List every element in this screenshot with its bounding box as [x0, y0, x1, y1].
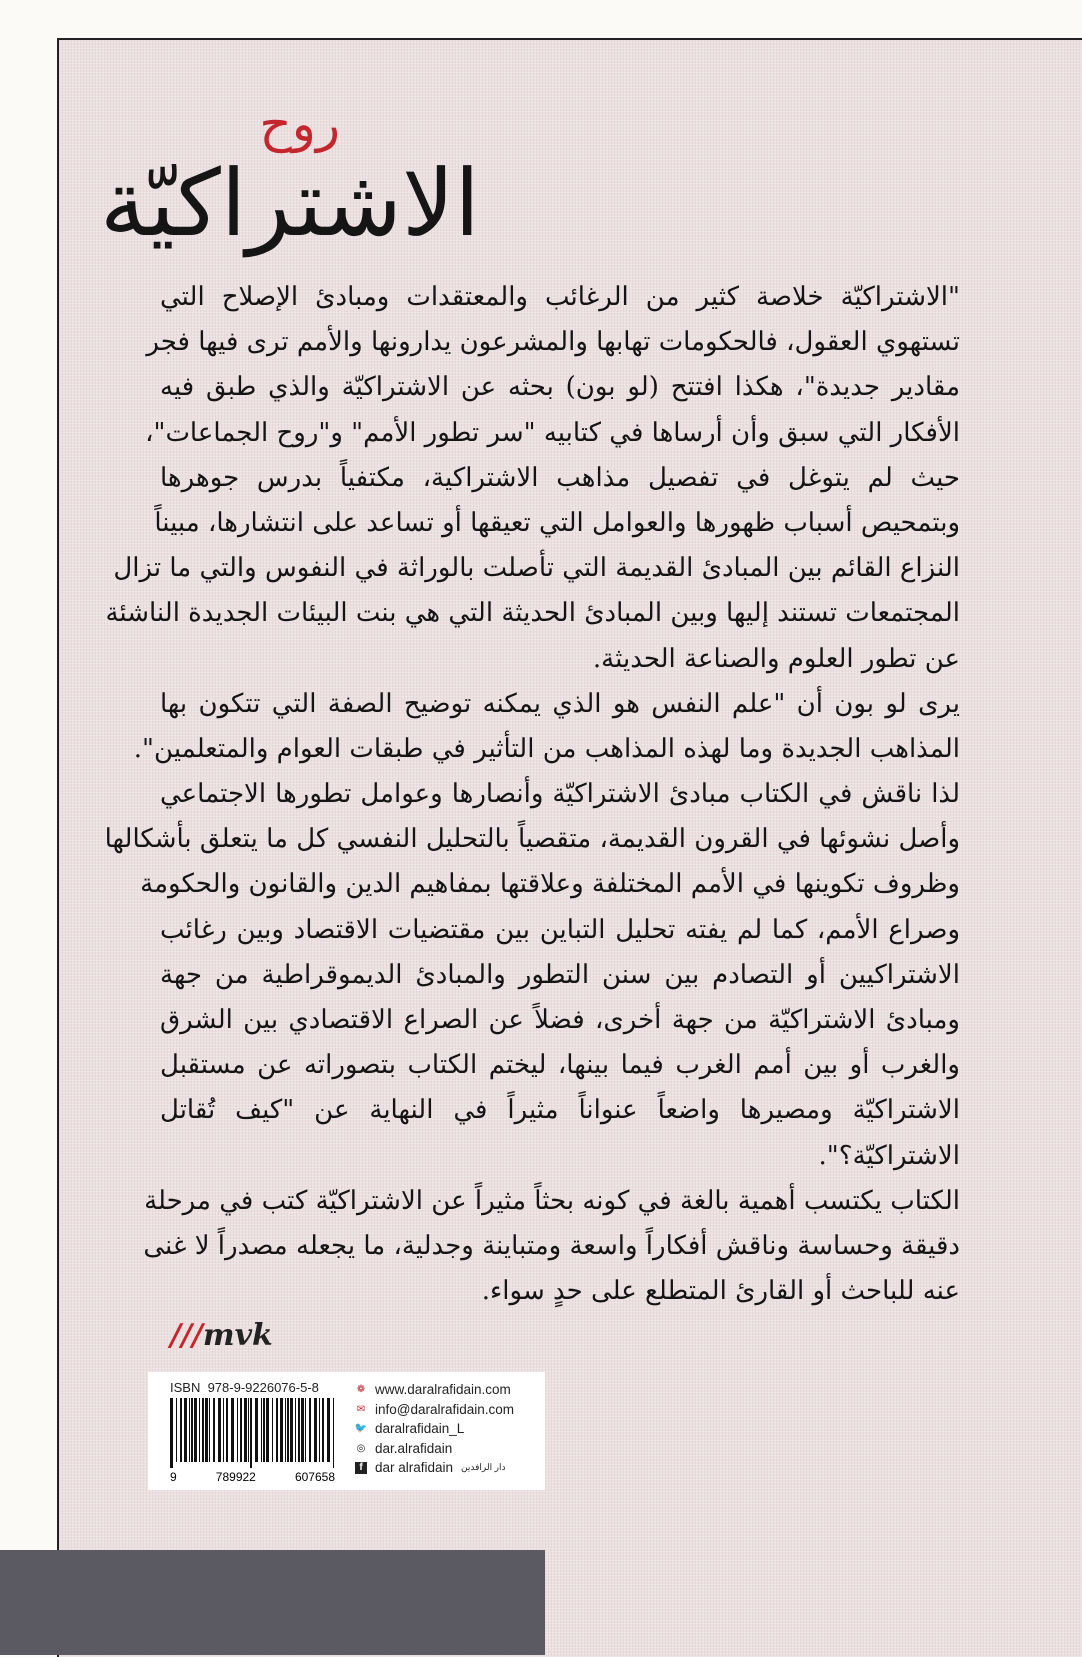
text-line: دقيقة وحساسة وناقش أفكاراً واسعة ومتباينة وجدلية، ما يجعله مصدراً لا غنى — [143, 1230, 960, 1261]
text-line: وصراع الأمم، كما لم يفته تحليل التباين بين مقتضيات الاقتصاد وبين رغائب — [160, 914, 960, 945]
text-line: ومبادئ الاشتراكيّة من جهة أخرى، فضلاً عن الصراع الاقتصادي بين الشرق — [160, 1005, 960, 1035]
text-line: لذا ناقش في الكتاب مبادئ الاشتراكيّة وأنصارها وعوامل تطورها الاجتماعي — [160, 779, 960, 810]
text-line: الكتاب يكتسب أهمية بالغة في كونه بحثاً مثيراً عن الاشتراكيّة كتب في مرحلة — [144, 1185, 960, 1216]
barcode-bar — [309, 1398, 311, 1462]
text-line: حيث لم يتوغل في تفصيل مذاهب الاشتراكية، مكتفياً بدرس جوهرها — [160, 462, 960, 493]
info-box — [148, 1372, 545, 1490]
barcode-bar — [287, 1398, 289, 1462]
barcode-bar — [266, 1398, 269, 1462]
text-line: عن تطور العلوم والصناعة الحديثة. — [592, 643, 960, 674]
twitter-icon: 🐦 — [354, 1423, 368, 1435]
barcode-bar — [280, 1398, 283, 1462]
contact-text: info@daralrafidain.com — [375, 1401, 515, 1417]
text-line: يرى لو بون أن "علم النفس هو الذي يمكنه توضيح الصفة التي تتكون بها — [160, 688, 960, 719]
text-line: الاشتراكيّة ومصيرها واضعاً عنواناً مثيراً في النهاية عن "كيف تُقاتل — [160, 1095, 960, 1126]
barcode-bar — [237, 1398, 238, 1462]
blurb-text — [104, 275, 960, 1314]
contact-item[interactable] — [355, 1380, 514, 1400]
barcode-bar — [180, 1398, 182, 1462]
contact-text: dar.alrafidain — [375, 1440, 453, 1456]
barcode-bar — [170, 1398, 173, 1468]
barcode-bar — [223, 1398, 224, 1462]
barcode-bar — [176, 1398, 177, 1462]
barcode-bar — [295, 1398, 296, 1462]
barcode-bar — [263, 1398, 265, 1462]
barcode-bar — [199, 1398, 200, 1462]
text-line: "الاشتراكيّة خلاصة كثير من الرغائب والمعتقدات ومبادئ الإصلاح التي — [160, 282, 960, 312]
text-line: تستهوي العقول، فالحكومات تهابها والمشرعون يدارونها والأمم ترى فيها فجر — [146, 327, 960, 358]
book-title — [99, 95, 500, 275]
barcode-bar — [327, 1398, 330, 1462]
globe-icon: ❁ — [356, 1384, 366, 1396]
title-word-socialism: الاشتراكيّة — [99, 150, 480, 257]
barcode-bar — [333, 1398, 334, 1468]
contact-item[interactable] — [355, 1458, 514, 1478]
barcode-bar — [191, 1398, 193, 1462]
text-line: وأصل نشوئها في القرون القديمة، متقصياً بالتحليل النفسي كل ما يتعلق بأشكالها — [104, 824, 960, 855]
contact-text: www.daralrafidain.com — [375, 1382, 511, 1398]
contact-text: daralrafidain_L — [375, 1421, 465, 1437]
barcode-bar — [194, 1398, 197, 1462]
text-line: وبتمحيص أسباب ظهورها والعوامل التي تعيقها أو تساعد على انتشارها، مبيناً — [154, 507, 960, 538]
barcode-bar — [290, 1398, 293, 1462]
barcode-bar — [240, 1398, 242, 1462]
barcode — [170, 1398, 335, 1468]
barcode-bar — [184, 1398, 187, 1462]
barcode-bar — [231, 1398, 234, 1462]
barcode-bar — [285, 1398, 286, 1462]
barcode-bar — [298, 1398, 300, 1462]
barcode-bar — [261, 1398, 262, 1462]
contact-list — [355, 1380, 514, 1478]
contact-item[interactable] — [355, 1439, 514, 1459]
barcode-bar — [272, 1398, 273, 1462]
text-line: المجتمعات تستند إليها وبين المبادئ الحديثة التي هي بنت البيئات الجديدة الناشئة — [105, 598, 960, 629]
contact-arabic-name: دار الرافدين — [461, 1462, 506, 1473]
barcode-bar — [226, 1398, 228, 1462]
contact-text: dar alrafidain — [375, 1460, 454, 1476]
barcode-bar — [218, 1398, 221, 1462]
barcode-bar — [301, 1398, 304, 1462]
barcode-bar — [248, 1398, 249, 1462]
instagram-icon: ◎ — [356, 1442, 366, 1454]
publisher-logo: ///mvk — [170, 1318, 273, 1353]
isbn-label: ISBN 978-9-9226076-5-8 — [170, 1380, 319, 1395]
barcode-bar — [202, 1398, 204, 1462]
barcode-bar — [189, 1398, 190, 1462]
contact-item[interactable] — [355, 1419, 514, 1439]
barcode-bar — [244, 1398, 247, 1462]
text-line: عنه للباحث أو القارئ المتطلع على حدٍ سواء. — [481, 1276, 960, 1307]
barcode-bar — [255, 1398, 258, 1462]
barcode-bar — [319, 1398, 320, 1462]
barcode-bar — [314, 1398, 317, 1462]
text-line: وظروف تكوينها في الأمم المختلفة وعلاقتها بمفاهيم الدين والقانون والحكومة — [140, 869, 960, 900]
mail-icon: ✉ — [356, 1403, 366, 1415]
text-line: المذاهب الجديدة وما لهذه المذاهب من التأثير في طبقات العوام والمتعلمين". — [133, 733, 960, 764]
barcode-bar — [322, 1398, 324, 1462]
facebook-icon: f — [355, 1462, 367, 1474]
text-line: مقادير جديدة"، هكذا افتتح (لو بون) بحثه عن الاشتراكيّة والذي طبق فيه — [160, 372, 960, 403]
text-line: الأفكار التي سبق وأن أرساها في كتابيه "سر تطور الأمم" و"روح الجماعات"، — [145, 417, 960, 448]
contact-item[interactable] — [355, 1400, 514, 1420]
bottom-bar — [0, 1550, 545, 1655]
barcode-bar — [213, 1398, 215, 1462]
barcode-bar — [276, 1398, 278, 1462]
barcode-bar — [209, 1398, 210, 1462]
text-line: النزاع القائم بين المبادئ القديمة التي تأصلت بالوراثة في النفوس والتي ما تزال — [113, 553, 960, 584]
barcode-bar — [250, 1398, 252, 1468]
barcode-bar — [205, 1398, 208, 1462]
text-line: الاشتراكيين أو التصادم بين سنن التطور والمبادئ الديموقراطية من جهة — [160, 959, 960, 990]
barcode-digits: 9 789922 607658 — [170, 1470, 335, 1484]
text-line: الاشتراكيّة؟". — [818, 1140, 960, 1171]
title-word-rouh: روح — [259, 95, 340, 153]
text-line: والغرب أو بين أمم الغرب فيما بينها، ليختم الكتاب بتصوراته عن مستقبل — [160, 1050, 960, 1081]
barcode-bar — [305, 1398, 306, 1462]
